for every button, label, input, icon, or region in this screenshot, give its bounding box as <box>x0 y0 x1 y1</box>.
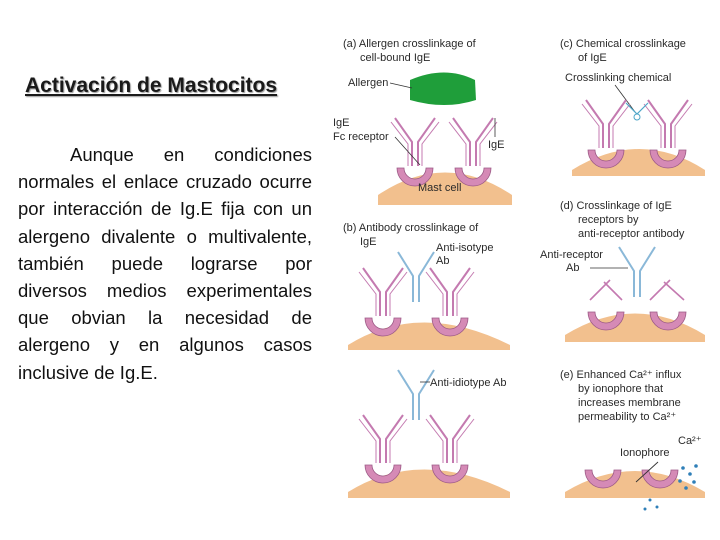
anti-receptor-antibody <box>619 247 655 297</box>
panel-e-heading-2: by ionophore that <box>578 383 664 395</box>
label-ionophore: Ionophore <box>620 447 670 459</box>
label-allergen: Allergen <box>348 77 389 89</box>
ige-b1-right <box>426 268 474 316</box>
panel-b-heading-2: IgE <box>360 236 377 248</box>
panel-a <box>333 38 512 205</box>
ige-b2-right <box>426 415 474 463</box>
ige-b1-left <box>359 268 407 316</box>
panel-e-heading-1: (e) Enhanced Ca²⁺ influx <box>560 369 682 381</box>
label-crosslinking-chemical: Crosslinking chemical <box>565 72 672 84</box>
panel-a-heading-2: cell-bound IgE <box>360 52 431 64</box>
label-anti-isotype-2: Ab <box>436 255 450 267</box>
label-anti-isotype-1: Anti-isotype <box>436 242 494 254</box>
paragraph-text: Aunque en condiciones normales el enlace cruzado ocurre por interacción de Ig.E fija con un alergeno divalente o multivalente, también puede lograrse por diversos medios experimentales que obvian la necesidad de alergeno y en algunos casos inclusive de Ig.E. <box>18 144 312 383</box>
label-mast-cell: Mast cell <box>418 182 462 194</box>
panel-d-heading-3: anti-receptor antibody <box>578 228 685 240</box>
label-ca: Ca²⁺ <box>678 435 702 447</box>
panel-c-heading-1: (c) Chemical crosslinkage <box>560 38 686 50</box>
label-ige: IgE <box>333 117 350 129</box>
label-fc-receptor: Fc receptor <box>333 131 389 143</box>
label-anti-receptor-1: Anti-receptor <box>540 249 603 261</box>
panel-d-heading-1: (d) Crosslinkage of IgE <box>560 200 672 212</box>
allergen-shape <box>410 73 476 106</box>
anti-idiotype-antibody <box>398 370 434 420</box>
crosslinking-chemical-shape <box>634 114 640 120</box>
panel-e-heading-3: increases membrane <box>578 397 681 409</box>
ige-b2-left <box>359 415 407 463</box>
panel-e <box>560 369 705 511</box>
panel-d <box>540 200 705 342</box>
label-ige-right: IgE <box>488 139 505 151</box>
panel-c <box>560 38 705 176</box>
panel-c-heading-2: of IgE <box>578 52 607 64</box>
ige-c-right <box>644 100 692 148</box>
ige-c-left <box>582 100 630 148</box>
slide-title: Activación de Mastocitos <box>25 74 278 97</box>
label-anti-idiotype: Anti-idiotype Ab <box>430 377 507 389</box>
panel-d-heading-2: receptors by <box>578 214 639 226</box>
panel-b <box>343 222 510 498</box>
label-anti-receptor-2: Ab <box>566 262 580 274</box>
panel-b-heading-1: (b) Antibody crosslinkage of <box>343 222 479 234</box>
panel-e-heading-4: permeability to Ca²⁺ <box>578 411 677 423</box>
panel-a-heading-1: (a) Allergen crosslinkage of <box>343 38 476 50</box>
